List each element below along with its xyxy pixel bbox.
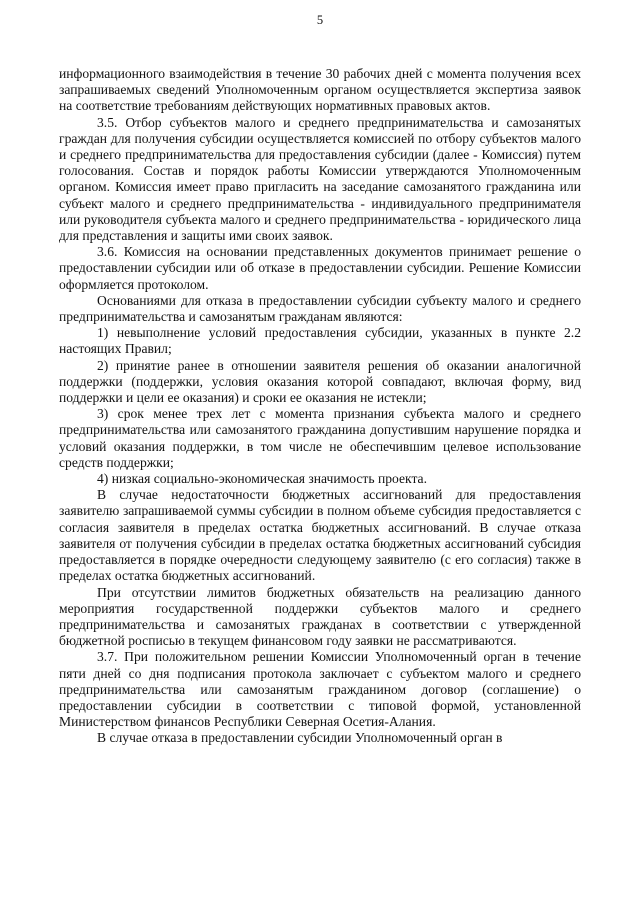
list-item-4: 4) низкая социально-экономическая значимость проекта. — [97, 471, 427, 487]
paragraph-insufficient-budget: В случае недостаточности бюджетных ассигнований для предоставления заявителю запрашиваемой суммы субсидии в полном объеме субсидия предоставляется с согласия заявителя в пределах остатка бюджетных ассигнований. В случае отказа заявителя от получения субсидии в пределах остатка бюджетных ассигнований субсидия предоставляется в порядке очередности следующему заявителю (с его согласия) также в пределах остатка бюджетных ассигнований. — [59, 487, 581, 584]
paragraph-continuation: информационного взаимодействия в течение 30 рабочих дней с момента получения всех запрашиваемых сведений Уполномоченным органом осуществляется экспертиза заявок на соответствие требованиям действующих нормативных правовых актов. — [59, 66, 581, 114]
paragraph-3-6: 3.6. Комиссия на основании представленных документов принимает решение о предоставлении субсидии или об отказе в предоставлении субсидии. Решение Комиссии оформляется протоколом. — [59, 244, 581, 292]
page-number: 5 — [316, 13, 324, 27]
document-body — [59, 66, 581, 747]
paragraph-3-7: 3.7. При положительном решении Комиссии Уполномоченный орган в течение пяти дней со дня подписания протокола заключает с субъектом малого и среднего предпринимательства или самозанятым гражданином договор (соглашение) о предоставлении субсидии в соответствии с типовой формой, установленной Министерством финансов Республики Северная Осетия-Алания. — [59, 649, 581, 730]
list-item-1: 1) невыполнение условий предоставления субсидии, указанных в пункте 2.2 настоящих Правил; — [59, 325, 581, 357]
paragraph-refusal-case: В случае отказа в предоставлении субсидии Уполномоченный орган в — [97, 730, 503, 746]
list-item-3: 3) срок менее трех лет с момента признания субъекта малого и среднего предпринимательства или самозанятого гражданина допустившим нарушение порядка и условий оказания поддержки, в том числе не обеспечившим целевое использование средств поддержки; — [59, 406, 581, 470]
paragraph-refusal-grounds: Основаниями для отказа в предоставлении субсидии субъекту малого и среднего предпринимательства и самозанятым гражданам являются: — [59, 292, 581, 325]
list-item-2: 2) принятие ранее в отношении заявителя решения об оказании аналогичной поддержки (поддержки, условия оказания которой совпадают, включая форму, вид поддержки и цели ее оказания) и сроки ее оказания не истекли; — [59, 357, 581, 406]
paragraph-no-limits: При отсутствии лимитов бюджетных обязательств на реализацию данного мероприятия государственной поддержки субъектов малого и среднего предпринимательства и самозанятых гражданах в соответствии с утвержденной бюджетной росписью в текущем финансовом году заявки не рассматриваются. — [59, 584, 581, 649]
paragraph-3-5: 3.5. Отбор субъектов малого и среднего предпринимательства и самозанятых граждан для получения субсидии осуществляется комиссией по отбору субъектов малого и среднего предпринимательства для предоставления субсидии (далее - Комиссия) путем голосования. Состав и порядок работы Комиссии утверждаются Уполномоченным органом. Комиссия имеет право пригласить на заседание самозанятого гражданина или субъект малого и среднего предпринимательства - индивидуального предпринимателя или руководителя субъекта малого и среднего предпринимательства - юридического лица для представления и защиты ими своих заявок. — [59, 114, 581, 244]
